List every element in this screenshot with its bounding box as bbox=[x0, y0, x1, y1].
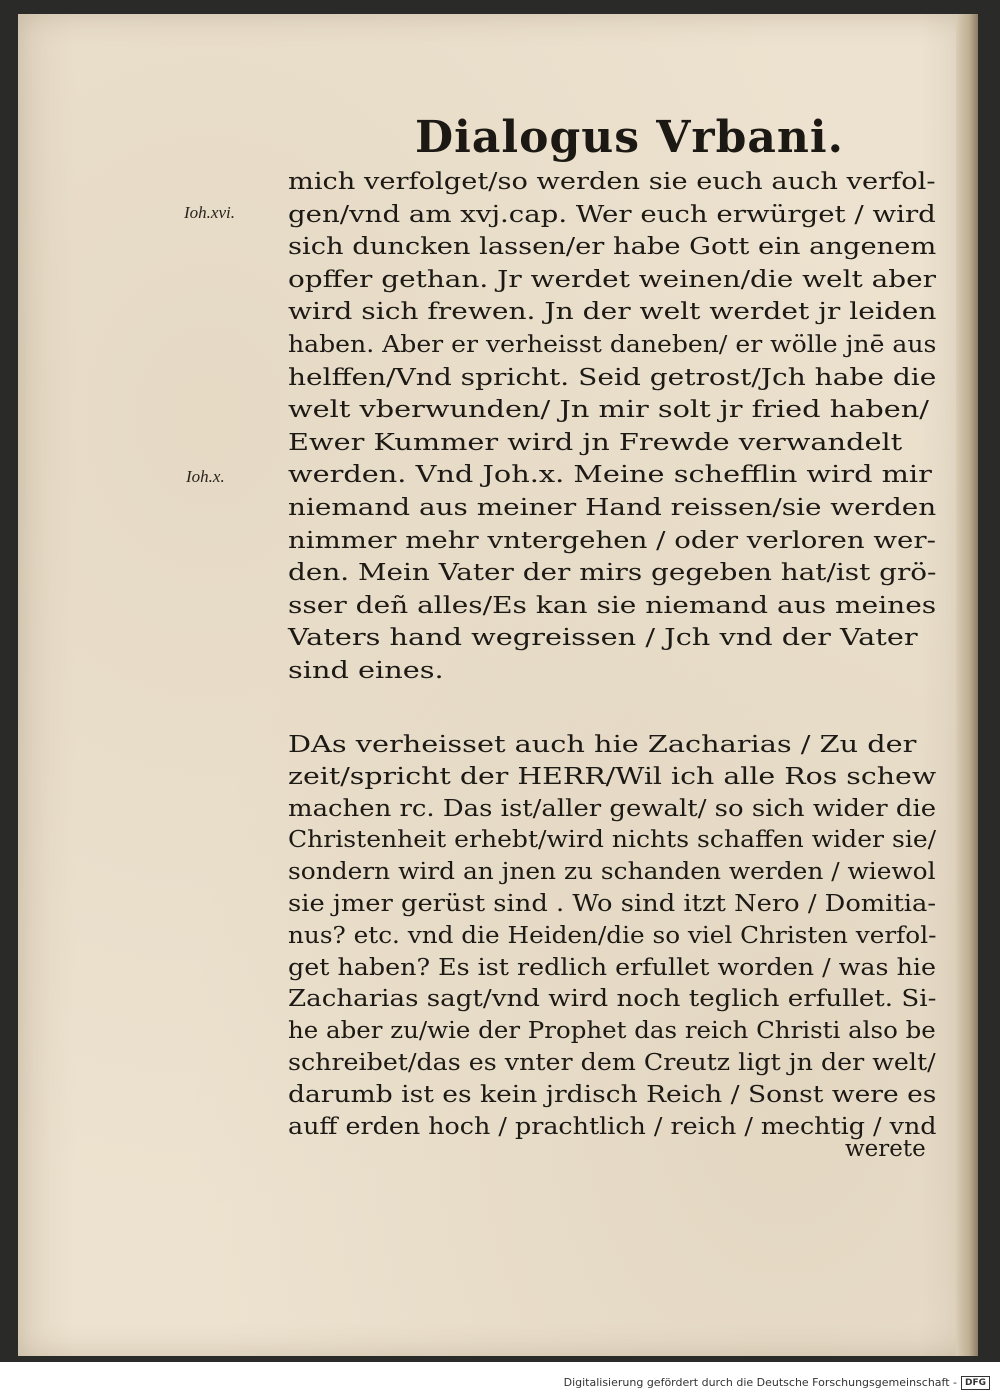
text-line: sser deñ alles/Es kan sie niemand aus meines bbox=[288, 592, 937, 619]
text-line: sich duncken lassen/er habe Gott ein angenem bbox=[288, 234, 937, 261]
text-line: zeit/spricht der HERR/Wil ich alle Ros schew bbox=[288, 763, 937, 790]
text-line: gen/vnd am xvj.cap. Wer euch erwürget / wird bbox=[288, 201, 936, 228]
text-line: darumb ist es kein jrdisch Reich / Sonst were es bbox=[288, 1081, 937, 1108]
catchword: werete bbox=[845, 1136, 926, 1162]
footer-credit-wrap bbox=[564, 1376, 990, 1390]
text-line: he aber zu/wie der Prophet das reich Christi also be bbox=[288, 1018, 936, 1045]
text-line: sie jmer gerüst sind . Wo sind itzt Nero / Domitia- bbox=[288, 891, 937, 917]
text-line: auff erden hoch / prachtlich / reich / mechtig / vnd bbox=[288, 1113, 937, 1140]
text-line: helffen/Vnd spricht. Seid getrost/Jch habe die bbox=[288, 364, 937, 391]
page-edge bbox=[956, 14, 978, 1356]
text-line: Zacharias sagt/vnd wird noch teglich erfullet. Si- bbox=[288, 986, 937, 1013]
text-line: schreibet/das es vnter dem Creutz ligt jn der welt/ bbox=[288, 1050, 936, 1076]
text-line: Vaters hand wegreissen / Jch vnd der Vater bbox=[288, 625, 918, 652]
dfg-logo: DFG bbox=[961, 1376, 990, 1390]
text-line: get haben? Es ist redlich erfullet worden / was hie bbox=[288, 954, 937, 981]
text-line: sind eines. bbox=[288, 658, 444, 684]
footer-credit: Digitalisierung gefördert durch die Deutsche Forschungsgemeinschaft - bbox=[563, 1376, 957, 1389]
text-line: haben. Aber er verheisst daneben/ er wölle jnē aus bbox=[288, 332, 937, 358]
text-line: nus? etc. vnd die Heiden/die so viel Christen verfol- bbox=[288, 922, 937, 949]
text-line: welt vberwunden/ Jn mir solt jr fried haben/ bbox=[288, 397, 929, 424]
text-line: mich verfolget/so werden sie euch auch verfol- bbox=[288, 169, 936, 195]
marginal-note: Ioh.xvi. bbox=[184, 203, 235, 222]
text-line: Christenheit erhebt/wird nichts schaffen wider sie/ bbox=[288, 827, 937, 854]
text-line: opffer gethan. Jr werdet weinen/die welt aber bbox=[288, 266, 936, 293]
running-headline: Dialogus Vrbani. bbox=[415, 112, 844, 163]
text-line: sondern wird an jnen zu schanden werden / wiewol bbox=[288, 859, 936, 886]
text-line: nimmer mehr vntergehen / oder verloren wer- bbox=[288, 527, 936, 554]
marginal-note: Ioh.x. bbox=[186, 467, 225, 486]
text-line: niemand aus meiner Hand reissen/sie werden bbox=[288, 495, 937, 521]
text-line: DAs verheisset auch hie Zacharias / Zu der bbox=[288, 732, 917, 758]
text-line: machen rc. Das ist/aller gewalt/ so sich wider die bbox=[288, 795, 937, 822]
text-line: wird sich frewen. Jn der welt werdet jr leiden bbox=[288, 299, 937, 326]
text-line: Ewer Kummer wird jn Frewde verwandelt bbox=[288, 429, 903, 456]
text-line: den. Mein Vater der mirs gegeben hat/ist grö- bbox=[288, 560, 937, 587]
text-line: werden. Vnd Joh.x. Meine schefflin wird mir bbox=[288, 462, 932, 489]
